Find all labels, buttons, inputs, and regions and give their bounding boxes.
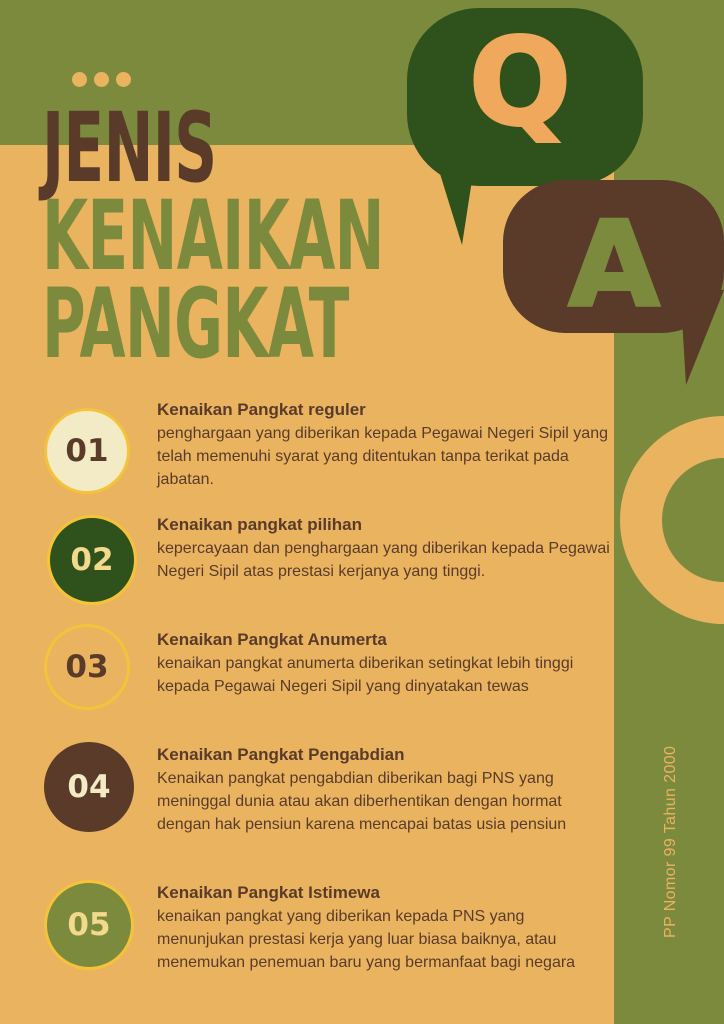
title-line-jenis: JENIS xyxy=(42,92,217,204)
q-letter: Q xyxy=(468,14,572,153)
item-description: penghargaan yang diberikan kepada Pegawai Negeri Sipil yang telah memenuhi syarat yang ditentukan tanpa terikat pada jabatan. xyxy=(157,425,608,488)
title-line-kenaikan: KENAIKAN xyxy=(42,180,384,292)
item-title: Kenaikan Pangkat Anumerta xyxy=(157,630,387,649)
item-description: kepercayaan dan penghargaan yang diberikan kepada Pegawai Negeri Sipil atas prestasi kerjanya yang tinggi. xyxy=(157,540,610,580)
item-title: Kenaikan pangkat pilihan xyxy=(157,515,362,534)
side-note: PP Nomor 99 Tahun 2000 xyxy=(662,745,679,938)
item-title: Kenaikan Pangkat reguler xyxy=(157,400,366,419)
item-title: Kenaikan Pangkat Istimewa xyxy=(157,883,380,902)
number-badge: 02 xyxy=(47,515,137,605)
item-description: kenaikan pangkat anumerta diberikan setingkat lebih tinggi kepada Pegawai Negeri Sipil yang dinyatakan tewas xyxy=(157,655,574,695)
ring-decoration-icon xyxy=(641,437,724,603)
item-description: Kenaikan pangkat pengabdian diberikan bagi PNS yang meninggal dunia atau akan diberhentikan dengan hormat dengan hak pensiun karena mencapai batas usia pensiun xyxy=(157,770,567,833)
title-line-pangkat: PANGKAT xyxy=(42,268,349,380)
a-letter: A xyxy=(568,195,660,333)
number-badge: 03 xyxy=(44,624,130,710)
number-badge: 01 xyxy=(44,408,130,494)
number-badge: 04 xyxy=(44,742,134,832)
item-description: kenaikan pangkat yang diberikan kepada PNS yang menunjukan prestasi kerja yang luar biasa baiknya, atau menemukan penemuan baru yang bermanfaat bagi negara xyxy=(157,908,576,971)
number-badge: 05 xyxy=(44,880,134,970)
a-speech-bubble-icon xyxy=(503,180,724,385)
item-title: Kenaikan Pangkat Pengabdian xyxy=(157,745,405,764)
